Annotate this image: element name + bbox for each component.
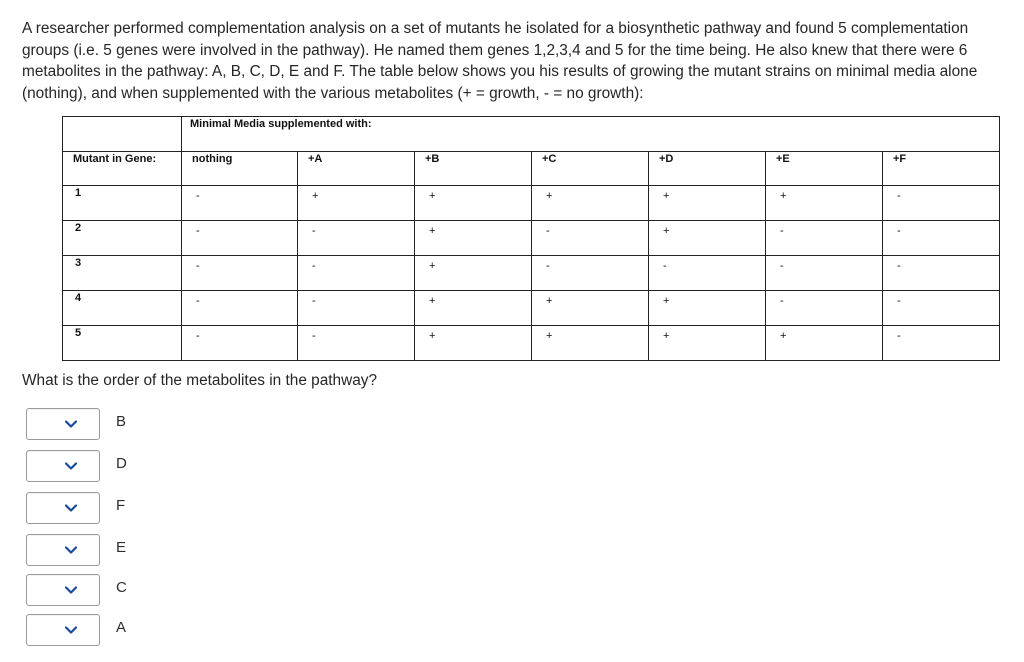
order-select[interactable] [26, 492, 100, 524]
result-value: + [546, 190, 553, 202]
order-select[interactable] [26, 450, 100, 482]
result-value: - [546, 225, 550, 237]
chevron-down-icon [65, 546, 77, 554]
result-value: - [546, 260, 550, 272]
result-value: + [663, 190, 670, 202]
result-cell [415, 256, 532, 291]
result-value: - [897, 190, 901, 202]
result-cell [182, 221, 298, 256]
column-header [649, 152, 766, 186]
table-corner-cell [63, 117, 182, 152]
table-group-header [182, 117, 1000, 152]
result-cell [766, 186, 883, 221]
result-cell [182, 256, 298, 291]
order-item [26, 450, 146, 484]
result-cell [649, 256, 766, 291]
metabolite-label: B [116, 413, 127, 430]
result-cell [766, 326, 883, 361]
result-cell [532, 291, 649, 326]
gene-label: 1 [75, 187, 82, 199]
result-cell [649, 221, 766, 256]
result-value: + [780, 330, 787, 342]
result-value: - [196, 295, 200, 307]
result-value: - [312, 295, 316, 307]
result-cell [298, 291, 415, 326]
metabolite-label: F [116, 497, 126, 514]
result-cell [298, 256, 415, 291]
gene-label: 2 [75, 222, 82, 234]
order-item [26, 408, 146, 442]
result-value: - [312, 225, 316, 237]
result-value: + [663, 330, 670, 342]
gene-cell [63, 221, 182, 256]
chevron-down-icon [65, 626, 77, 634]
column-header [415, 152, 532, 186]
metabolite-label: E [116, 539, 127, 556]
metabolite-label: D [116, 455, 127, 472]
order-select[interactable] [26, 534, 100, 566]
result-cell [649, 291, 766, 326]
result-cell [298, 221, 415, 256]
gene-cell [63, 186, 182, 221]
result-cell [883, 326, 1000, 361]
order-select[interactable] [26, 614, 100, 646]
results-table-container [62, 116, 1000, 361]
result-cell [298, 326, 415, 361]
result-value: + [429, 190, 436, 202]
result-cell [766, 256, 883, 291]
column-header-label: +F [893, 153, 907, 165]
column-header [883, 152, 1000, 186]
metabolite-label: A [116, 619, 127, 636]
table-row [63, 186, 1000, 221]
chevron-down-icon [65, 420, 77, 428]
complementation-results-table [62, 116, 1000, 361]
column-header [766, 152, 883, 186]
result-value: + [429, 295, 436, 307]
order-item [26, 534, 146, 568]
chevron-down-icon [65, 504, 77, 512]
result-value: - [196, 190, 200, 202]
result-cell [415, 186, 532, 221]
result-value: - [897, 225, 901, 237]
column-header [182, 152, 298, 186]
result-value: - [897, 260, 901, 272]
result-cell [883, 256, 1000, 291]
result-value: - [780, 225, 784, 237]
result-cell [883, 186, 1000, 221]
result-cell [766, 291, 883, 326]
result-value: + [663, 225, 670, 237]
gene-label: 3 [75, 257, 82, 269]
result-value: + [429, 260, 436, 272]
result-cell [766, 221, 883, 256]
result-value: - [196, 260, 200, 272]
table-row [63, 326, 1000, 361]
table-row [63, 256, 1000, 291]
result-cell [532, 186, 649, 221]
group-header-label: Minimal Media supplemented with: [190, 118, 372, 130]
result-value: - [663, 260, 667, 272]
result-cell [415, 221, 532, 256]
column-header-label: +A [308, 153, 323, 165]
result-cell [415, 326, 532, 361]
result-value: + [546, 330, 553, 342]
gene-cell [63, 326, 182, 361]
order-item [26, 492, 146, 526]
gene-cell [63, 256, 182, 291]
result-value: - [897, 295, 901, 307]
table-row [63, 291, 1000, 326]
table-row [63, 221, 1000, 256]
result-cell [182, 326, 298, 361]
order-select[interactable] [26, 408, 100, 440]
order-item [26, 574, 146, 608]
order-select[interactable] [26, 574, 100, 606]
result-cell [883, 221, 1000, 256]
result-cell [182, 186, 298, 221]
column-header [532, 152, 649, 186]
column-header-label: +B [425, 153, 440, 165]
result-value: - [780, 295, 784, 307]
table-group-header-row [63, 117, 1000, 152]
result-cell [532, 256, 649, 291]
result-value: - [897, 330, 901, 342]
table-column-header-row [63, 152, 1000, 186]
result-value: - [312, 260, 316, 272]
result-cell [182, 291, 298, 326]
result-value: - [196, 330, 200, 342]
result-value: - [780, 260, 784, 272]
chevron-down-icon [65, 586, 77, 594]
column-header-label: +C [542, 153, 557, 165]
column-header-label: +E [776, 153, 790, 165]
column-header-label: +D [659, 153, 674, 165]
result-value: + [312, 190, 319, 202]
order-item [26, 614, 146, 648]
result-cell [298, 186, 415, 221]
question-intro: A researcher performed complementation analysis on a set of mutants he isolated for a biosynthetic pathway and found 5 complementation groups (i.e. 5 genes were involved in the pathway). He named them genes 1,2,3,4 and 5 for the time being. He also knew that there were 6 metabolites in the pathway: A, B, C, D, E and F. The table below shows you his results of growing the mutant strains on minimal media alone (nothing), and when supplemented with the various metabolites (+ = growth, - = no growth): [22, 20, 978, 102]
result-cell [883, 291, 1000, 326]
result-value: - [312, 330, 316, 342]
result-value: + [780, 190, 787, 202]
result-value: + [663, 295, 670, 307]
gene-cell [63, 291, 182, 326]
chevron-down-icon [65, 462, 77, 470]
result-value: + [429, 225, 436, 237]
result-cell [649, 186, 766, 221]
gene-label: 5 [75, 327, 82, 339]
result-value: + [546, 295, 553, 307]
result-cell [532, 326, 649, 361]
column-header-gene [63, 152, 182, 186]
column-header-gene-label: Mutant in Gene: [73, 153, 157, 165]
gene-label: 4 [75, 292, 82, 304]
result-cell [649, 326, 766, 361]
result-value: + [429, 330, 436, 342]
result-value: - [196, 225, 200, 237]
column-header [298, 152, 415, 186]
column-header-label: nothing [192, 153, 233, 165]
result-cell [532, 221, 649, 256]
result-cell [415, 291, 532, 326]
metabolite-label: C [116, 579, 127, 596]
question-prompt: What is the order of the metabolites in the pathway? [22, 372, 378, 389]
